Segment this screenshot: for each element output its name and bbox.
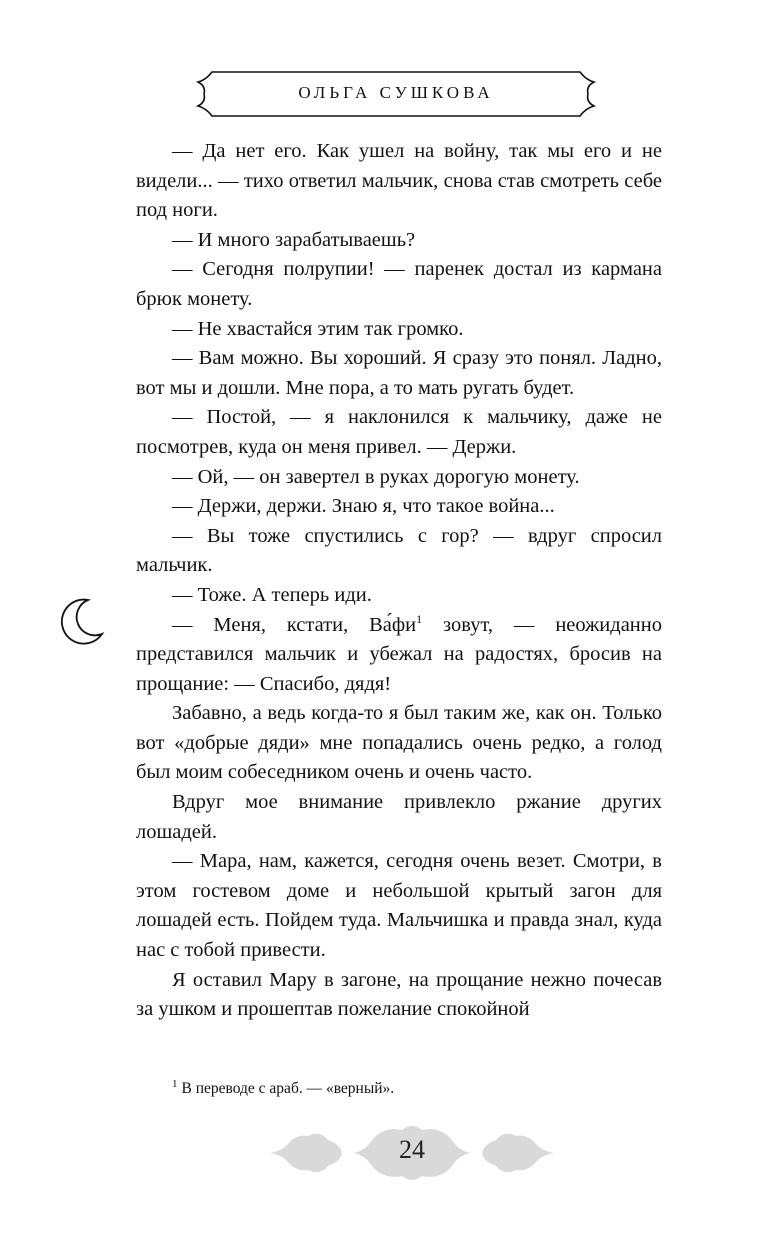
- paragraph: — Постой, — я наклонился к мальчику, даже не посмотрев, куда он меня привел. — Держи.: [136, 406, 662, 458]
- body-text: [136, 137, 662, 1025]
- footnote: [172, 1077, 395, 1098]
- paragraph: Я оставил Мару в загоне, на прощание нежно почесав за ушком и прошептав пожелание спокойной: [136, 968, 662, 1021]
- paragraph: — Вам можно. Вы хороший. Я сразу это понял. Ладно, вот мы и дошли. Мне пора, а то мать ругать будет.: [136, 347, 662, 399]
- paragraph-text: — Меня, кстати, Ва́фи: [172, 613, 417, 636]
- paragraph: — Не хвастайся этим так громко.: [172, 317, 464, 340]
- paragraph-with-footnote: [136, 611, 662, 700]
- page-number-ornament: [262, 1118, 562, 1188]
- paragraph: — Мара, нам, кажется, сегодня очень везет. Смотри, в этом гостевом доме и небольшой крытый загон для лошадей есть. Пойдем туда. Мальчишка и правда знал, куда нас с тобой привести.: [136, 850, 662, 962]
- paragraph: — Держи, держи. Знаю я, что такое война...: [172, 495, 555, 518]
- footnote-number: 1: [172, 1077, 178, 1090]
- paragraph: — Сегодня полрупии! — паренек достал из кармана брюк монету.: [136, 258, 662, 310]
- paragraph-text: зовут, — неожиданно представился мальчик и убежал на радостях, бросив на прощание: — Спасибо, дядя!: [136, 613, 662, 695]
- footnote-text: В переводе с араб. — «верный».: [181, 1080, 395, 1097]
- paragraph: — Вы тоже спустились с гор? — вдруг спросил мальчик.: [136, 524, 662, 577]
- header-author: ОЛЬГА СУШКОВА: [298, 83, 494, 102]
- page-number: 24: [399, 1135, 425, 1164]
- crescent-moon-icon: [58, 596, 108, 646]
- running-header: [190, 66, 602, 122]
- paragraph: Вдруг мое внимание привлекло ржание других лошадей.: [136, 791, 662, 843]
- paragraph: — И много зарабатываешь?: [172, 228, 416, 251]
- paragraph: Забавно, а ведь когда-то я был таким же, как он. Только вот «добрые дяди» мне попадались очень редко, а голод был моим собеседником очень и очень часто.: [136, 702, 662, 784]
- paragraph: — Тоже. А теперь иди.: [172, 583, 372, 606]
- footnote-mark[interactable]: 1: [416, 611, 423, 626]
- paragraph: — Ой, — он завертел в руках дорогую монету.: [172, 465, 580, 488]
- paragraph: — Да нет его. Как ушел на войну, так мы его и не видели... — тихо ответил мальчик, снова став смотреть себе под ноги.: [136, 140, 662, 222]
